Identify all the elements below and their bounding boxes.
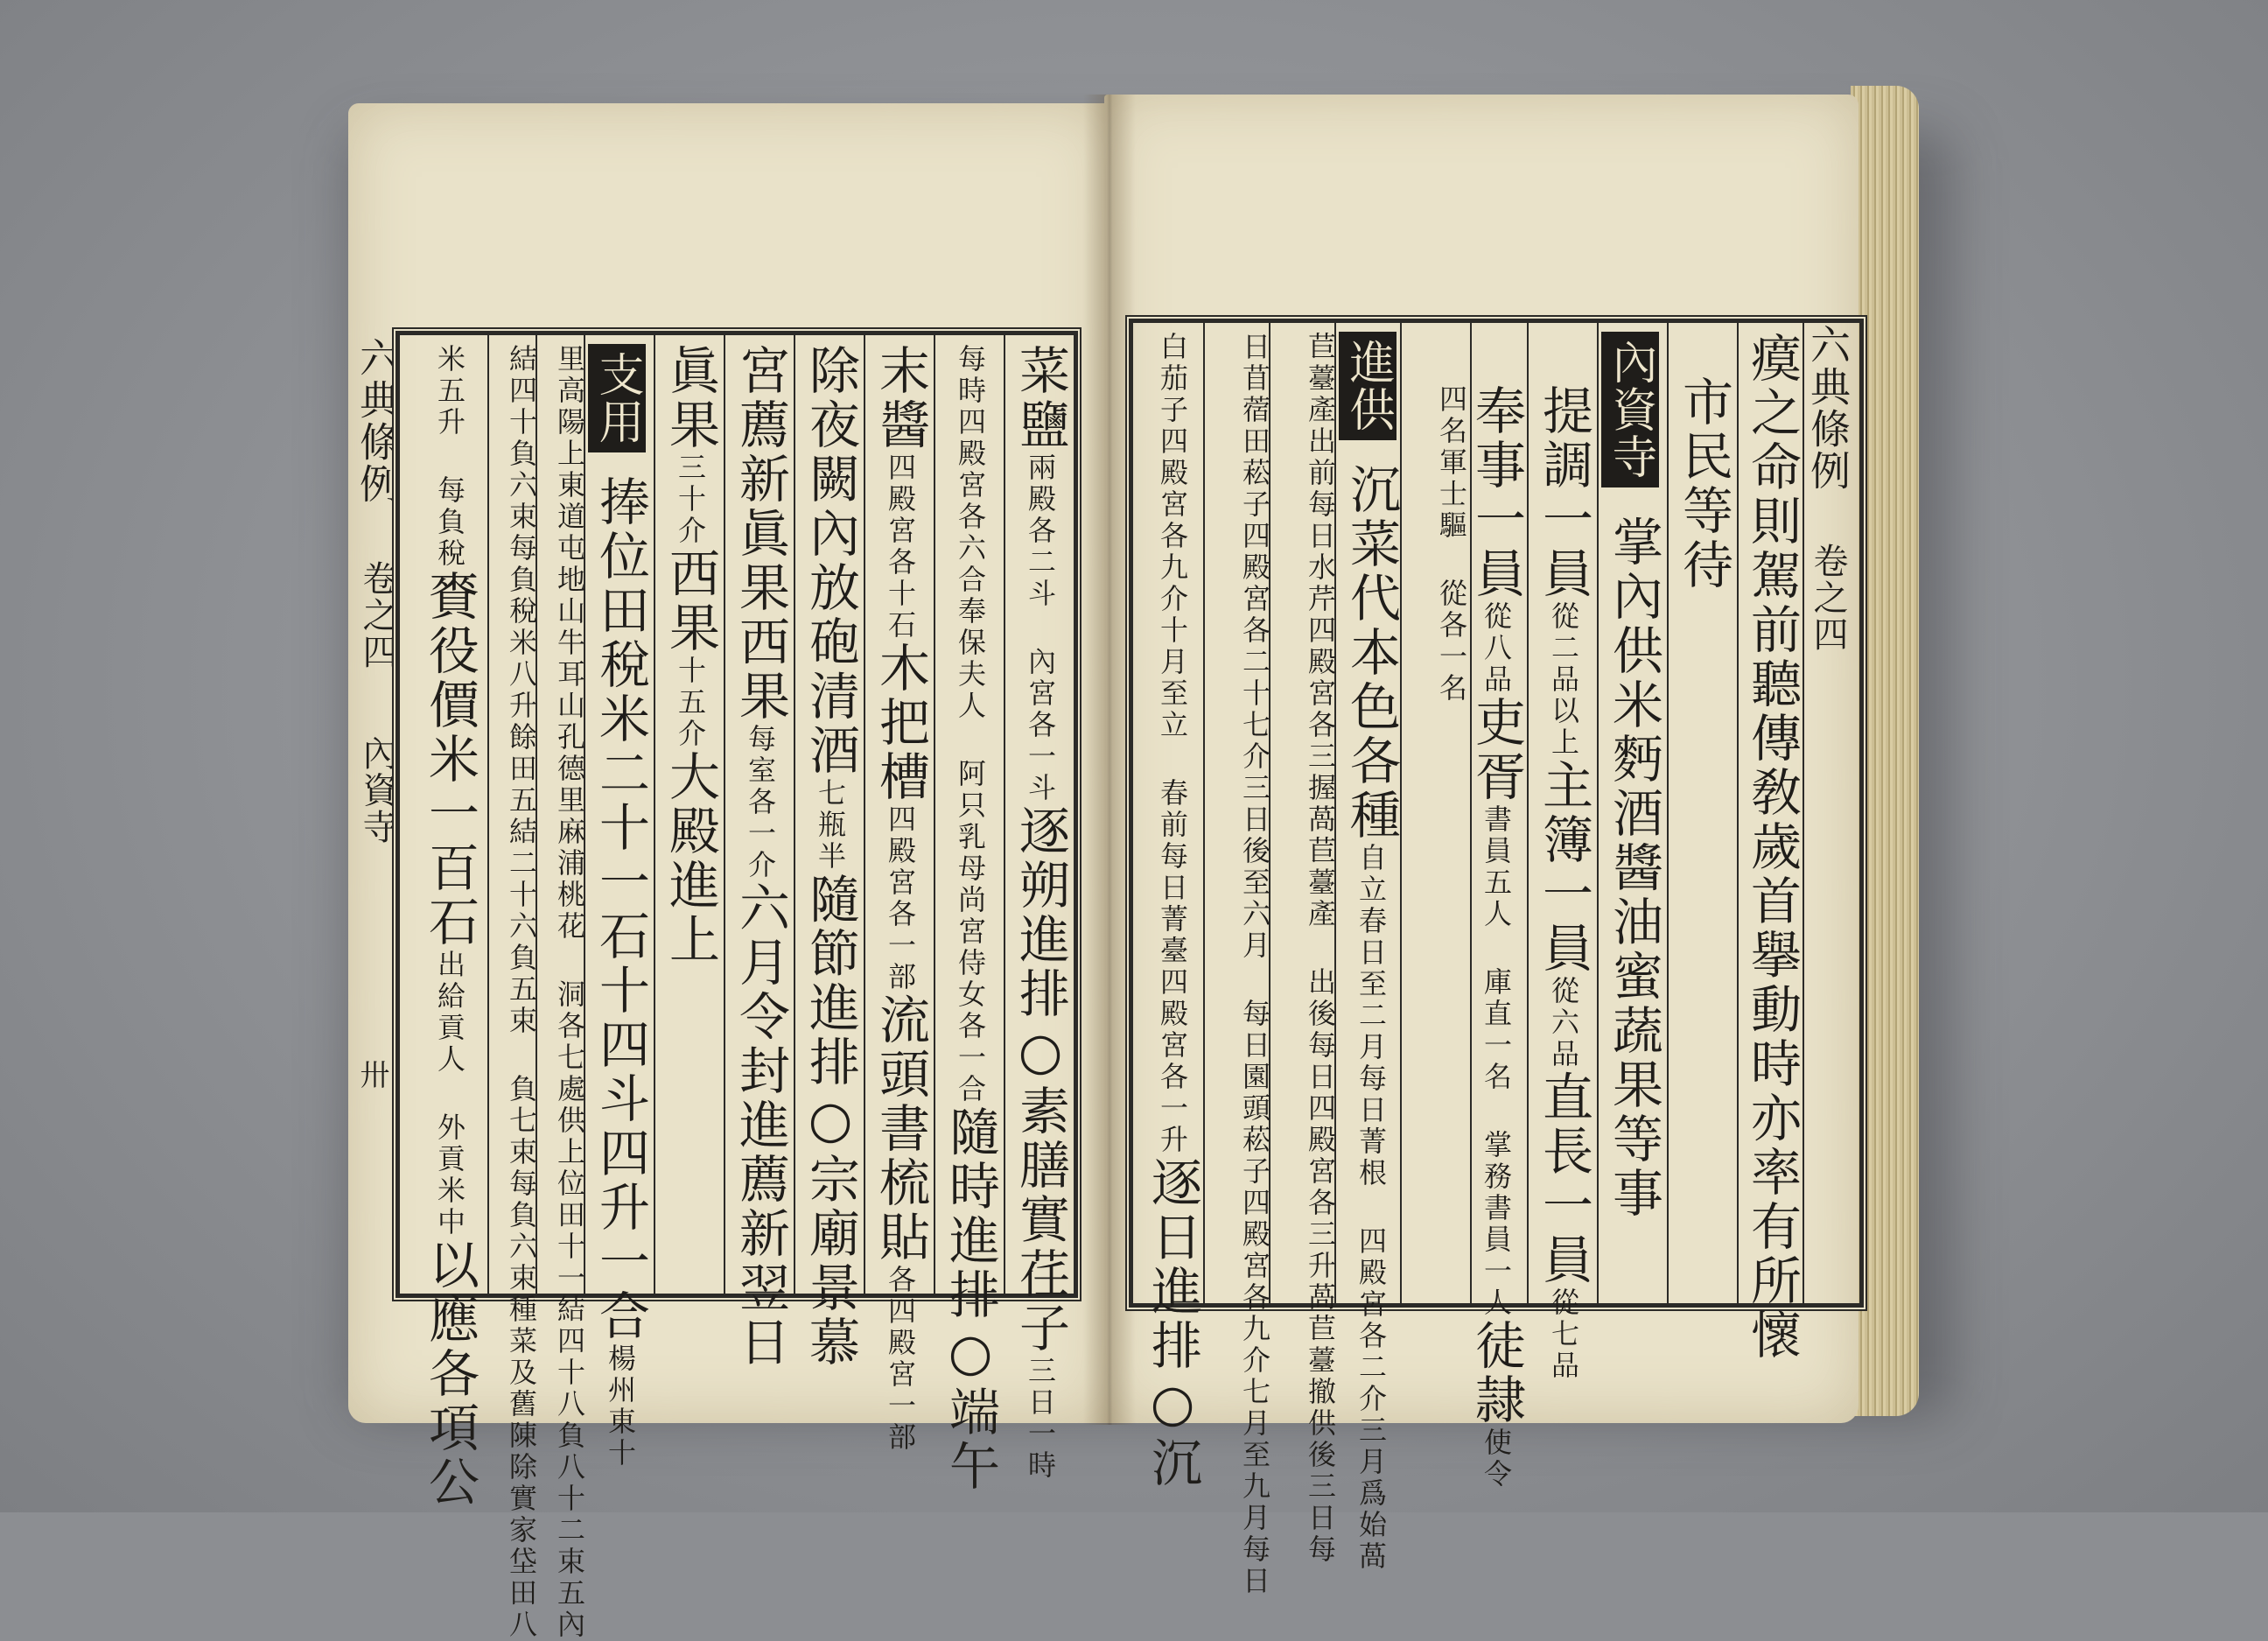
- right-column-8: 苣薹產出前每日水芹四殿宮各三握萵苣薹產 出後每日四殿宮各三升萵苣薹撤供後三日每: [1304, 332, 1337, 1566]
- left-column-8: 里高陽上東道屯地山牛耳山孔德里麻浦桃花 洞各七處供上位田十一結四十八負八十二束五內: [553, 344, 586, 1641]
- left-column-5: 宮薦新眞果西果每室各一介六月令封進薦新翌日: [731, 344, 790, 1370]
- right-column-7: 沉菜代本色各種自立春日至二月每日菁根 四殿宮各二介三月爲始萵: [1341, 463, 1401, 1573]
- left-column-9: 結四十負六束每負稅米八升餘田五結二十六負五束 負七束每負六束種菜及舊陳除實家垈田八: [505, 344, 538, 1641]
- left-margin-volume: 卷之四: [357, 560, 397, 670]
- left-column-1: 菜鹽兩殿各二斗 內宮各一斗逐朔進排○素膳實荏子三日一時: [1011, 344, 1070, 1482]
- right-margin-volume: 卷之四: [1808, 543, 1848, 653]
- right-column-1: 瘼之命則駕前聽傳敎歲首擧動時亦率有所懷: [1742, 332, 1802, 1363]
- right-column-9: 日苜蓿田菘子四殿宮各二十七介三日後至六月 每日園頭菘子四殿宮各九介七月至九月每日: [1238, 332, 1271, 1597]
- right-heading-jingong: 進供: [1339, 332, 1396, 440]
- left-column-7: 捧位田稅米二十一石十四斗四升一合楊州東十: [591, 475, 650, 1469]
- book-gutter: [1083, 95, 1136, 1425]
- right-column-5: 奉事一員從八品吏胥書員五人 庫直一名 掌務書員一人徒隷使令: [1466, 384, 1526, 1490]
- right-text-frame: [1129, 319, 1864, 1597]
- right-column-2: 市民等待: [1674, 375, 1733, 593]
- left-column-4: 除夜闕內放砲清酒七瓶半隨節進排○宗廟景慕: [801, 344, 860, 1370]
- left-margin-section: 內資寺: [357, 735, 397, 845]
- right-heading-naejasi: 內資寺: [1601, 332, 1659, 487]
- right-column-3: 掌內供米麪酒醬油蜜蔬果等事: [1604, 515, 1663, 1221]
- right-column-6: 四名軍士驅 從各一名: [1435, 384, 1468, 705]
- left-column-3: 末醬四殿宮各十石木把槽四殿宮各一部流頭書梳貼各四殿宮一部: [871, 344, 930, 1454]
- left-column-2: 每時四殿宮各六合奉保夫人 阿只乳母尚宮侍女各一合隨時進排○端午: [941, 344, 1000, 1494]
- left-text-frame: [396, 331, 1078, 1641]
- left-column-10: 米五升 每負稅賚役價米一百石出給貢人 外貢米中以應各項公: [420, 344, 480, 1510]
- left-margin-title: 六典條例: [354, 337, 401, 505]
- right-margin-title: 六典條例: [1804, 324, 1852, 492]
- right-column-4: 提調一員從二品以上主簿一員從六品直長一員從七品: [1534, 384, 1593, 1382]
- left-column-6: 眞果三十介西果十五介大殿進上: [661, 344, 720, 967]
- left-page-number: 卅: [354, 1059, 389, 1089]
- left-heading-zhiyong: 支用: [588, 344, 646, 452]
- right-column-10: 白茄子四殿宮各九介十月至立 春前每日菁臺四殿宮各一升逐日進排○沉: [1143, 332, 1202, 1490]
